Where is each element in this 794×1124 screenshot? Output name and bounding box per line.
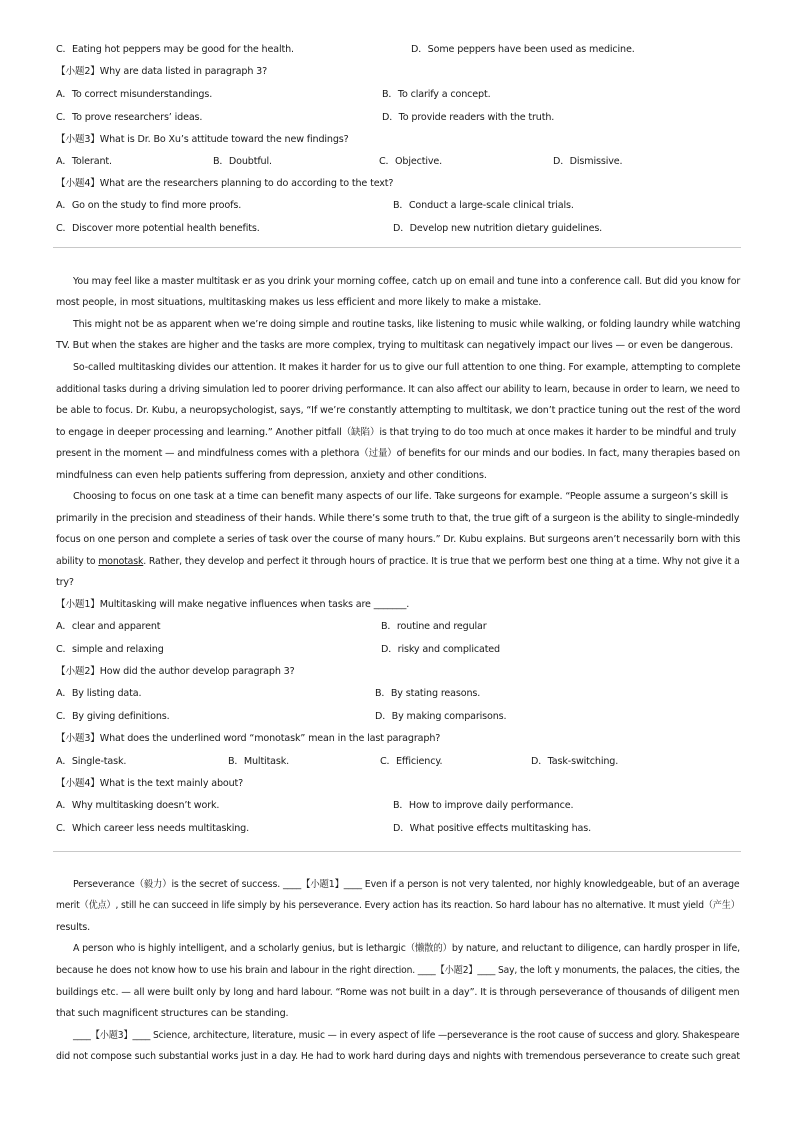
line-text: ability to — [56, 556, 99, 567]
option-b: B．Conduct a large-scale clinical trials. — [393, 200, 574, 211]
passage-line: primarily in the precision and steadiness of their hands. While there’s some truth to that, the true gift of a surgeon is the ability to single-mindedly — [56, 513, 740, 524]
question-stem: 【小题3】What is Dr. Bo Xu’s attitude toward the new findings? — [56, 134, 349, 145]
blank-3: ____【小题3】____ — [73, 1030, 151, 1041]
passage-line: additional tasks during a driving simulation led to poorer driving performance. It can also affect our ability to learn, because in order to learn, we need to — [56, 384, 740, 395]
underlined-word: monotask — [98, 556, 144, 567]
question-stem: 【小题3】What does the underlined word “monotask” mean in the last paragraph? — [56, 733, 441, 744]
passage-line — [73, 878, 740, 892]
passage-line: You may feel like a master multitask er as you drink your morning coffee, catch up on email and tune into a conference call. But did you know for — [73, 276, 741, 287]
option-d: D．To provide readers with the truth. — [382, 112, 555, 123]
option-c: C．simple and relaxing — [56, 644, 164, 655]
option-a: A．By listing data. — [56, 688, 142, 699]
option-c: C．To prove researchers’ ideas. — [56, 112, 203, 123]
passage-line: did not compose such substantial works just in a day. He had to work hard during days and nights with tremendous perseverance to create such great — [56, 1051, 740, 1062]
passage-line: TV. But when the stakes are higher and the tasks are more complex, trying to multitask can negatively impact our lives — or even be dangerous. — [56, 340, 733, 351]
option-a: A．clear and apparent — [56, 621, 161, 632]
option-c: C．By giving definitions. — [56, 711, 170, 722]
passage-line: to engage in deeper processing and learning.” Another pitfall（缺陷）is that trying to do too much at once makes it harder to be mindful and truly — [56, 427, 737, 438]
passage-line: try? — [56, 577, 74, 588]
option-a: A．Tolerant. — [56, 156, 112, 167]
passage-line: focus on one person and complete a series of task over the course of many hours.” Dr. Kubu explains. But surgeons aren’t necessarily born with this — [56, 534, 741, 545]
section-divider — [53, 851, 741, 852]
passage-line — [56, 555, 740, 569]
blank-1: ____【小题1】____ — [282, 879, 362, 890]
line-text: Perseverance（毅力）is the secret of success. — [73, 879, 283, 890]
option-b: B．routine and regular — [381, 621, 487, 632]
line-text: Science, architecture, literature, music — in every aspect of life —perseverance is the root cause of success and glory. Shakespeare — [150, 1030, 740, 1041]
option-c: C．Eating hot peppers may be good for the health. — [56, 44, 294, 55]
option-b: B．Multitask. — [228, 756, 290, 767]
option-b: B．How to improve daily performance. — [393, 800, 574, 811]
option-d: D．Some peppers have been used as medicine. — [411, 44, 635, 55]
passage-line: present in the moment — and mindfulness comes with a plethora（过量）of benefits for our minds and our bodies. In fact, many therapies based on — [56, 448, 740, 459]
passage-line — [73, 1029, 740, 1043]
question-stem: 【小题4】What are the researchers planning to do according to the text? — [56, 178, 394, 189]
option-b: B．By stating reasons. — [375, 688, 481, 699]
question-stem: 【小题2】How did the author develop paragraph 3? — [56, 666, 295, 677]
option-b: B．To clarify a concept. — [382, 89, 491, 100]
blank-2: ____【小题2】____ — [417, 965, 496, 976]
passage-line: Choosing to focus on one task at a time can benefit many aspects of our life. Take surgeons for example. “People assume a surgeon’s skill is — [73, 491, 729, 502]
question-stem: 【小题1】Multitasking will make negative influences when tasks are _______. — [56, 599, 410, 610]
passage-line: A person who is highly intelligent, and a scholarly genius, but is lethargic（懒散的）by nature, and reluctant to diligence, can hardly prosper in life, — [73, 943, 740, 954]
option-c: C．Which career less needs multitasking. — [56, 823, 250, 834]
passage-line: results. — [56, 922, 90, 933]
passage-line: mindfulness can even help patients suffering from depression, anxiety and other conditions. — [56, 470, 487, 481]
option-d: D．risky and complicated — [381, 644, 500, 655]
passage-line: that such magnificent structures can be standing. — [56, 1008, 289, 1019]
passage-line: This might not be as apparent when we’re doing simple and routine tasks, like listening to music while walking, or folding laundry while watching — [73, 319, 741, 330]
line-text: Say, the loft y monuments, the palaces, the cities, the — [495, 965, 740, 976]
option-c: C．Objective. — [379, 156, 443, 167]
option-d: D．Dismissive. — [553, 156, 623, 167]
line-text: . Rather, they develop and perfect it through hours of practice. It is true that we perform best one thing at a time. Why not give it a — [143, 556, 740, 567]
option-d: D．What positive effects multitasking has. — [393, 823, 592, 834]
section-divider — [53, 247, 741, 248]
option-d: D．By making comparisons. — [375, 711, 507, 722]
question-stem: 【小题4】What is the text mainly about? — [56, 778, 244, 789]
option-a: A．Go on the study to find more proofs. — [56, 200, 242, 211]
line-text: because he does not know how to use his brain and labour in the right direction. — [56, 965, 418, 976]
option-d: D．Task-switching. — [531, 756, 619, 767]
option-c: C．Discover more potential health benefits. — [56, 223, 260, 234]
option-d: D．Develop new nutrition dietary guidelines. — [393, 223, 603, 234]
option-a: A．Single-task. — [56, 756, 127, 767]
passage-line: most people, in most situations, multitasking makes us less efficient and more likely to make a mistake. — [56, 297, 542, 308]
option-b: B．Doubtful. — [213, 156, 272, 167]
passage-line: buildings etc. — all were built only by long and hard labour. “Rome was not built in a day”. It is through perseverance of thousands of diligent men — [56, 987, 740, 998]
line-text: Even if a person is not very talented, nor highly knowledgeable, but of an average — [361, 879, 740, 890]
option-a: A．Why multitasking doesn’t work. — [56, 800, 220, 811]
passage-line: So-called multitasking divides our attention. It makes it harder for us to give our full attention to one thing. For example, attempting to complete — [73, 362, 741, 373]
option-c: C．Efficiency. — [380, 756, 443, 767]
option-a: A．To correct misunderstandings. — [56, 89, 213, 100]
question-stem: 【小题2】Why are data listed in paragraph 3? — [56, 66, 268, 77]
passage-line — [56, 964, 740, 978]
passage-line: be able to focus. Dr. Kubu, a neuropsychologist, says, “If we’re constantly attempting to multitask, we don’t practice tuning out the rest of the word — [56, 405, 741, 416]
passage-line: merit（优点）, still he can succeed in life simply by his perseverance. Every action has its reaction. So hard labour has no alternative. It must yield（产生） — [56, 900, 740, 911]
